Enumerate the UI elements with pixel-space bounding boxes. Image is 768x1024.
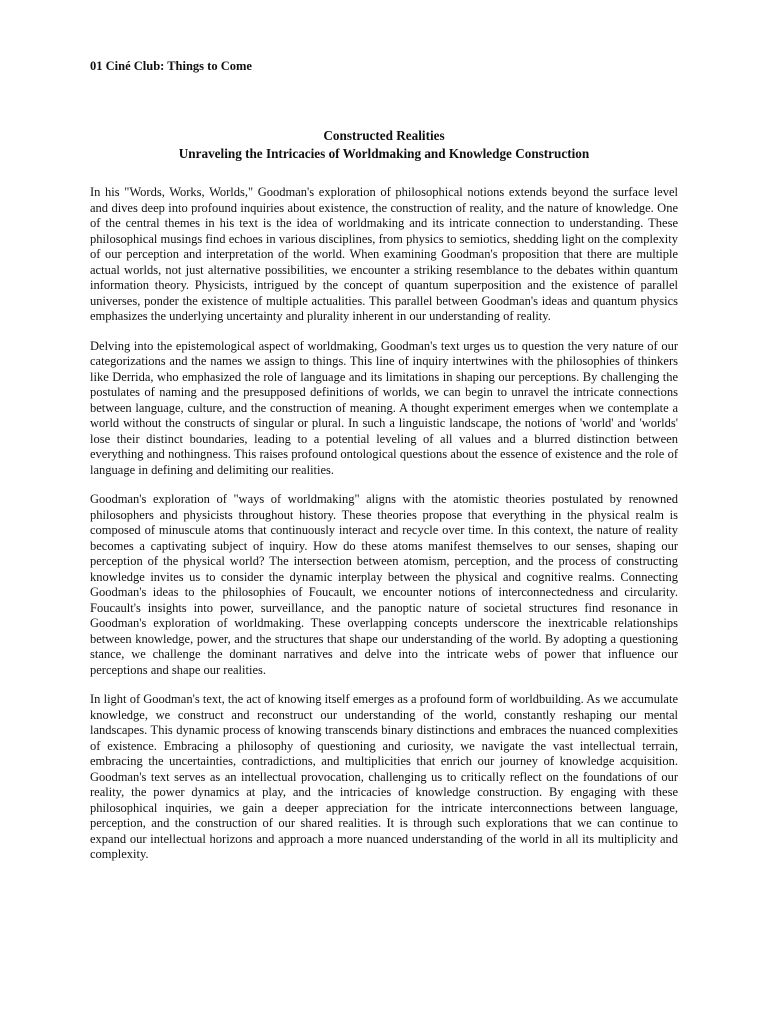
article-title: Constructed Realities [323,128,445,143]
running-header: 01 Ciné Club: Things to Come [90,59,252,73]
paragraph-3: Goodman's exploration of "ways of worldmaking" aligns with the atomistic theories postulated by renowned philosophers and physicists throughout history. These theories propose that everything in the physical realm is composed of minuscule atoms that continuously interact and recycle over time. In this context, the nature of reality becomes a captivating subject of inquiry. How do these atoms manifest themselves to our senses, shaping our perception of the physical world? The intersection between atomism, perception, and the process of constructing knowledge invites us to consider the dynamic interplay between the physical and cognitive realms. Connecting Goodman's ideas to the philosophies of Foucault, we encounter notions of interconnectedness and circularity. Foucault's insights into power, surveillance, and the panoptic nature of societal structures find resonance in Goodman's exploration of worldmaking. These overlapping concepts underscore the inextricable relationships between knowledge, power, and the structures that shape our understanding of the world. By adopting a questioning stance, we challenge the dominant narratives and delve into the intricate webs of power that influence our perceptions and shape our realities. [90,492,678,677]
article-body [90,185,678,863]
document-page [90,57,678,877]
paragraph-2: Delving into the epistemological aspect of worldmaking, Goodman's text urges us to question the very nature of our categorizations and the names we assign to things. This line of inquiry intertwines with the philosophies of thinkers like Derrida, who emphasized the role of language and its limitations in shaping our perceptions. By challenging the postulates of naming and the presupposed definitions of worlds, we can begin to unravel the intricate connections between language, culture, and the construction of meaning. A thought experiment emerges when we contemplate a world without the constructs of singular or plural. In such a linguistic landscape, the notions of 'world' and 'worlds' lose their distinct boundaries, leading to a potential leveling of all values and a blurred distinction between everything and nothingness. This raises profound ontological questions about the essence of existence and the role of language in defining and delimiting our realities. [90,338,678,477]
title-block [90,127,678,163]
paragraph-4: In light of Goodman's text, the act of knowing itself emerges as a profound form of worldbuilding. As we accumulate knowledge, we construct and reconstruct our understanding of the world, constantly reshaping our mental landscapes. This dynamic process of knowing transcends binary distinctions and embraces the nuanced complexities of existence. Embracing a philosophy of questioning and curiosity, we navigate the vast intellectual terrain, embracing the uncertainties, contradictions, and multiplicities that enrich our journey of knowledge acquisition. Goodman's text serves as an intellectual provocation, challenging us to critically reflect on the foundations of our reality, the power dynamics at play, and the intricacies of knowledge construction. By engaging with these philosophical inquiries, we gain a deeper appreciation for the intricate interconnections between language, perception, and the construction of our shared realities. It is through such explorations that we can continue to expand our intellectual horizons and approach a more nuanced understanding of the world in all its multiplicity and complexity. [90,692,678,861]
article-subtitle: Unraveling the Intricacies of Worldmaking and Knowledge Construction [178,146,590,161]
paragraph-1: In his "Words, Works, Worlds," Goodman's exploration of philosophical notions extends beyond the surface level and dives deep into profound inquiries about existence, the construction of reality, and the nature of knowledge. One of the central themes in his text is the idea of worldmaking and its intricate connection to understanding. These philosophical musings find echoes in various disciplines, from physics to semiotics, shedding light on the complexity of our perception and interpretation of the world. When examining Goodman's proposition that there are multiple actual worlds, not just alternative possibilities, we encounter a striking resemblance to the debates within quantum information theory. Physicists, intrigued by the concept of quantum superposition and the existence of parallel universes, ponder the existence of multiple actualities. This parallel between Goodman's ideas and quantum physics emphasizes the underlying uncertainty and plurality inherent in our understanding of reality. [90,185,678,323]
